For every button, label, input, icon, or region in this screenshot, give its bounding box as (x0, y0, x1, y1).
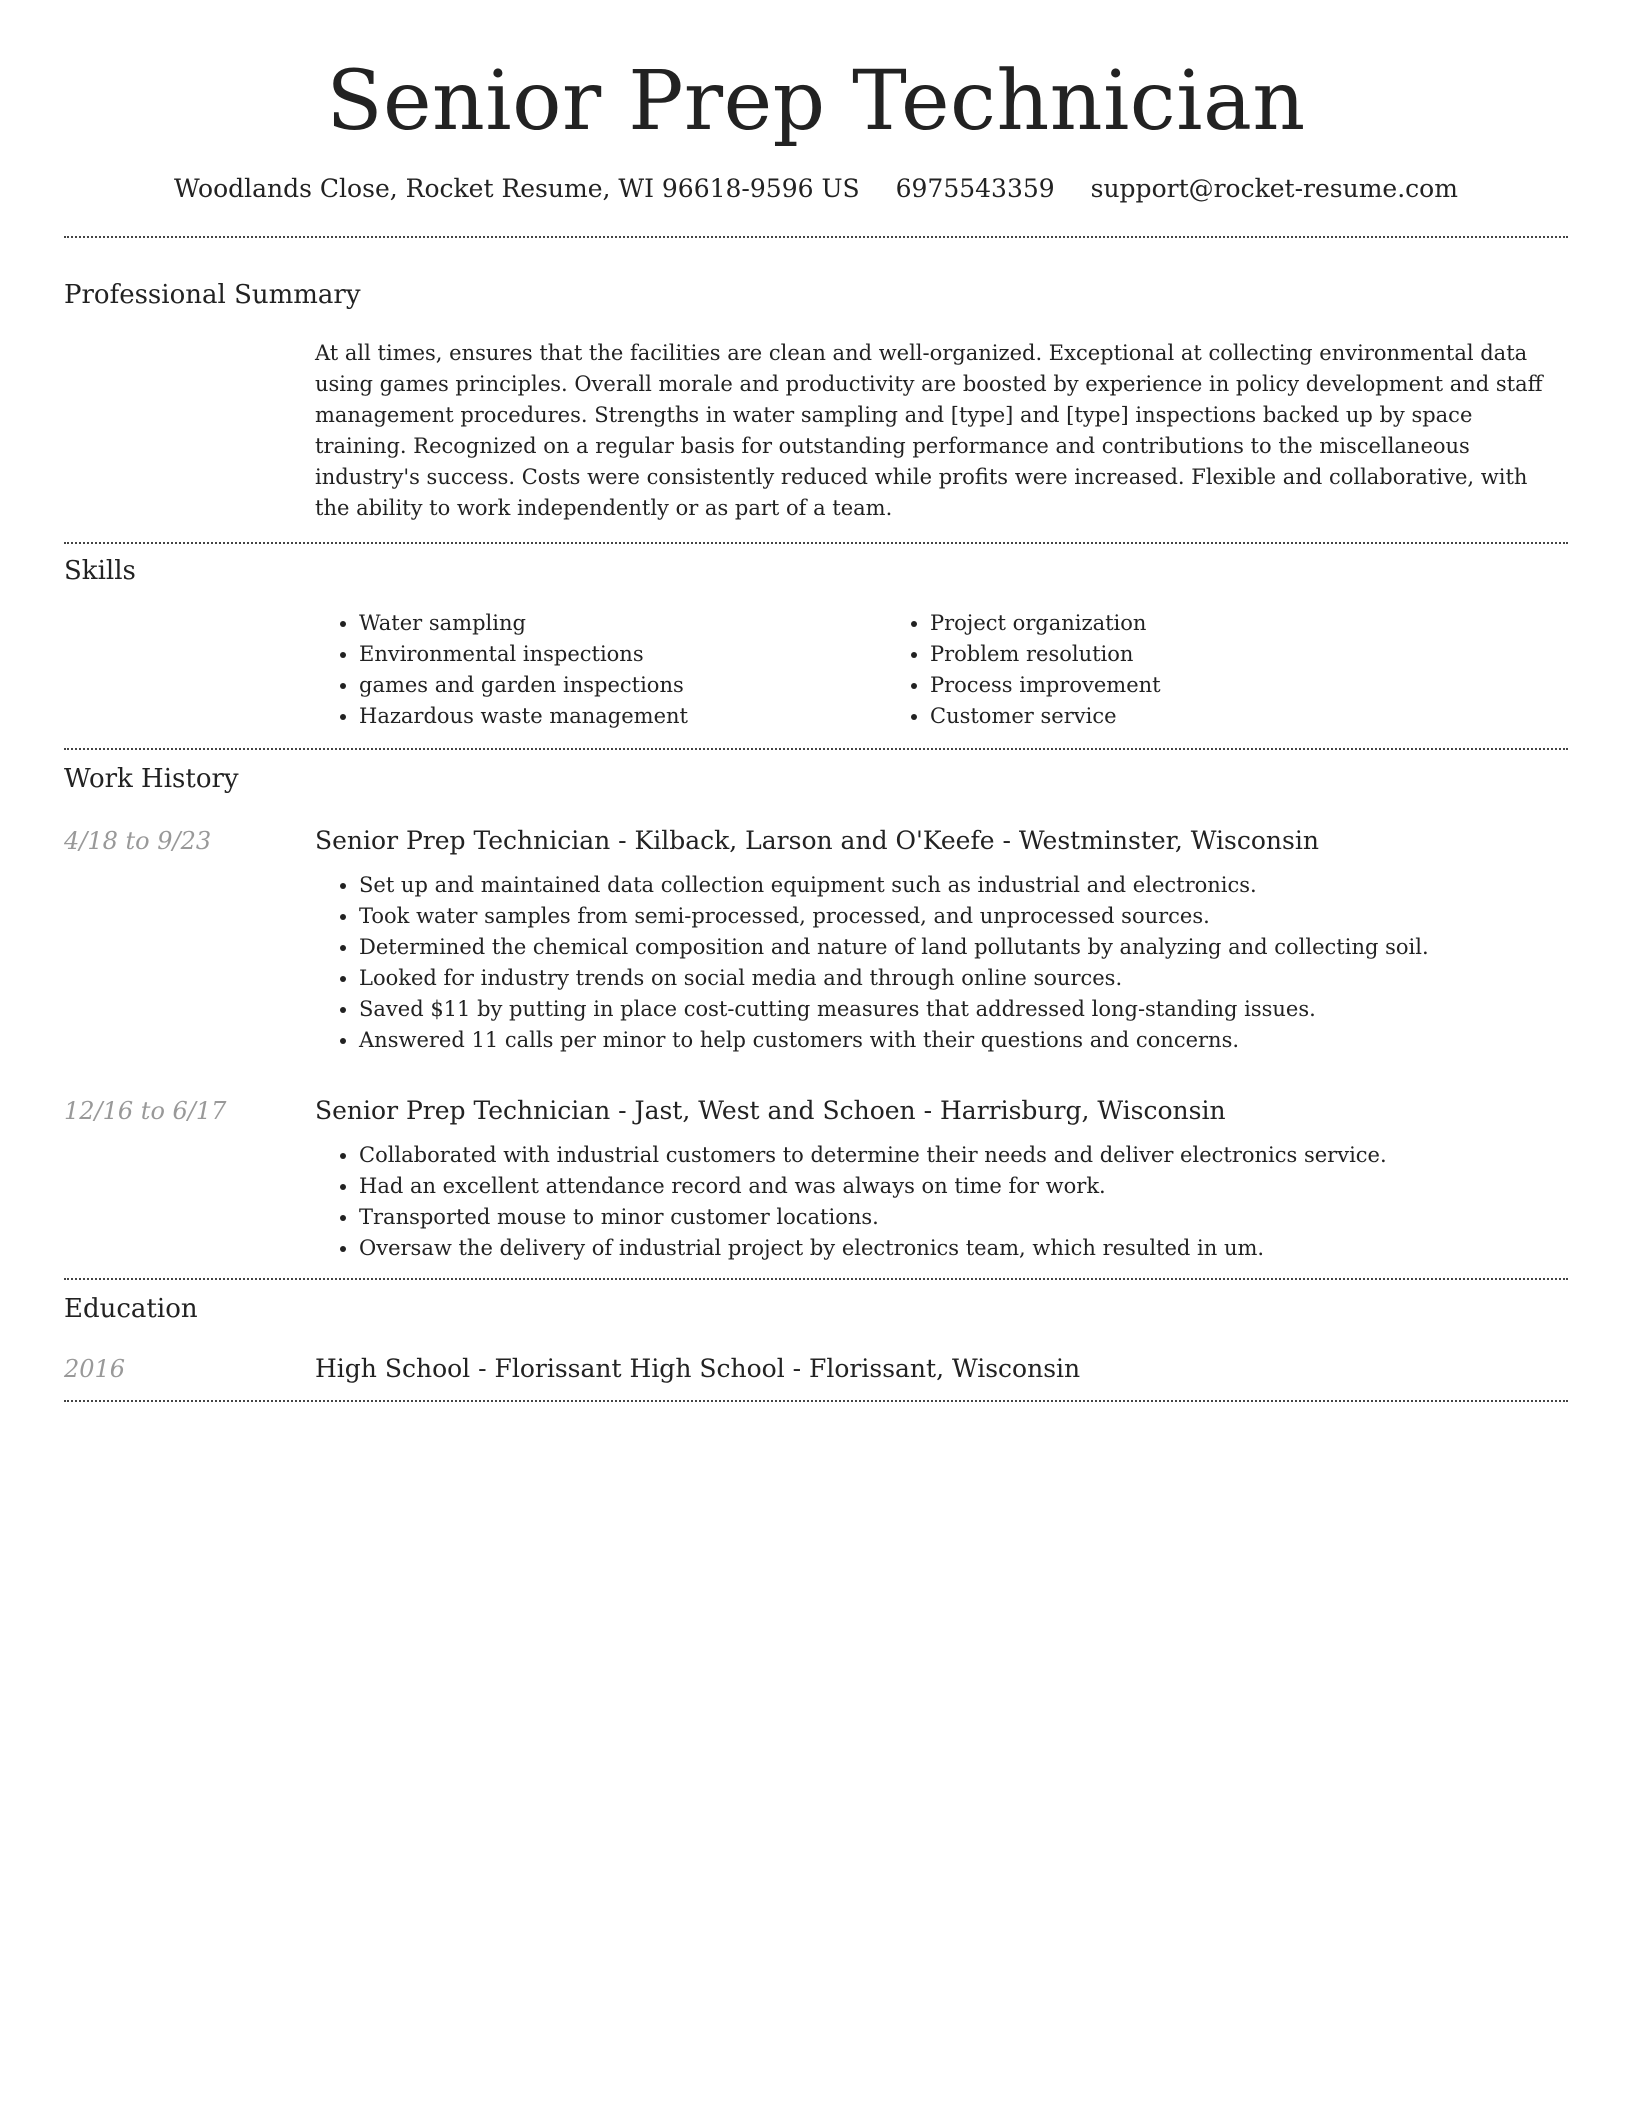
job-dates: 12/16 to 6/17 (64, 1097, 227, 1125)
skills-section (64, 544, 1568, 732)
job-bullet: • Determined the chemical composition and nature of land pollutants by analyzing and collecting soil. (359, 932, 1568, 963)
job-bullet: • Saved $11 by putting in place cost-cutting measures that addressed long-standing issues. (359, 994, 1568, 1025)
job-bullets (315, 1140, 1568, 1264)
job-entry (64, 1094, 1568, 1264)
job-body (315, 824, 1568, 1056)
summary-text: At all times, ensures that the facilities are clean and well-organized. Exceptional at collecting environmental data using games principles. Overall morale and productivity are boosted by experience in policy development and staff management procedures. Strengths in water sampling and [type] and [type] inspections backed up by space training. Recognized on a regular basis for outstanding performance and contributions to the miscellaneous industry's success. Costs were consistently reduced while profits were increased. Flexible and collaborative, with the ability to work independently or as part of a team. (315, 341, 1543, 520)
job-heading: Senior Prep Technician - Jast, West and Schoen - Harrisburg, Wisconsin (315, 1096, 1226, 1125)
skill-item: • Project organization (930, 608, 1457, 639)
contact-phone: 6975543359 (895, 174, 1055, 203)
education-title: Education (64, 1294, 198, 1324)
contact-email: support@rocket-resume.com (1090, 174, 1458, 203)
work-history-title: Work History (64, 764, 239, 794)
skill-item: • Problem resolution (930, 639, 1457, 670)
job-entry (64, 824, 1568, 1056)
job-bullet: • Oversaw the delivery of industrial project by electronics team, which resulted in um. (359, 1233, 1568, 1264)
skill-item: • Customer service (930, 701, 1457, 732)
divider (64, 1400, 1568, 1402)
work-history-section (64, 750, 1568, 1278)
education-heading: High School - Florissant High School - Florissant, Wisconsin (315, 1354, 1081, 1383)
education-section (64, 1280, 1568, 1386)
job-dates: 4/18 to 9/23 (64, 827, 212, 855)
education-year: 2016 (64, 1355, 126, 1383)
job-bullets (315, 870, 1568, 1056)
summary-section (64, 238, 1568, 524)
education-body (315, 1352, 1568, 1386)
job-bullet: • Had an excellent attendance record and was always on time for work. (359, 1171, 1568, 1202)
skills-grid (315, 608, 1568, 732)
job-bullet: • Answered 11 calls per minor to help customers with their questions and concerns. (359, 1025, 1568, 1056)
skill-item: • Process improvement (930, 670, 1457, 701)
contact-address: Woodlands Close, Rocket Resume, WI 96618-9596 US (174, 174, 860, 203)
candidate-name: Senior Prep Technician (326, 54, 1306, 149)
job-bullet: • Looked for industry trends on social media and through online sources. (359, 963, 1568, 994)
job-bullet: • Collaborated with industrial customers to determine their needs and deliver electronics service. (359, 1140, 1568, 1171)
job-bullet: • Took water samples from semi-processed, processed, and unprocessed sources. (359, 901, 1568, 932)
summary-title: Professional Summary (64, 280, 361, 310)
education-entry (64, 1352, 1568, 1386)
job-heading: Senior Prep Technician - Kilback, Larson and O'Keefe - Westminster, Wisconsin (315, 826, 1319, 855)
skill-item: • Water sampling (359, 608, 886, 639)
skills-list-left (315, 608, 886, 732)
skills-list-right (886, 608, 1457, 732)
contact-line (64, 172, 1568, 206)
job-body (315, 1094, 1568, 1264)
job-bullet: • Transported mouse to minor customer locations. (359, 1202, 1568, 1233)
skill-item: • games and garden inspections (359, 670, 886, 701)
skill-item: • Hazardous waste management (359, 701, 886, 732)
skill-item: • Environmental inspections (359, 639, 886, 670)
job-bullet: • Set up and maintained data collection equipment such as industrial and electronics. (359, 870, 1568, 901)
skills-title: Skills (64, 556, 136, 586)
resume-header (64, 0, 1568, 206)
